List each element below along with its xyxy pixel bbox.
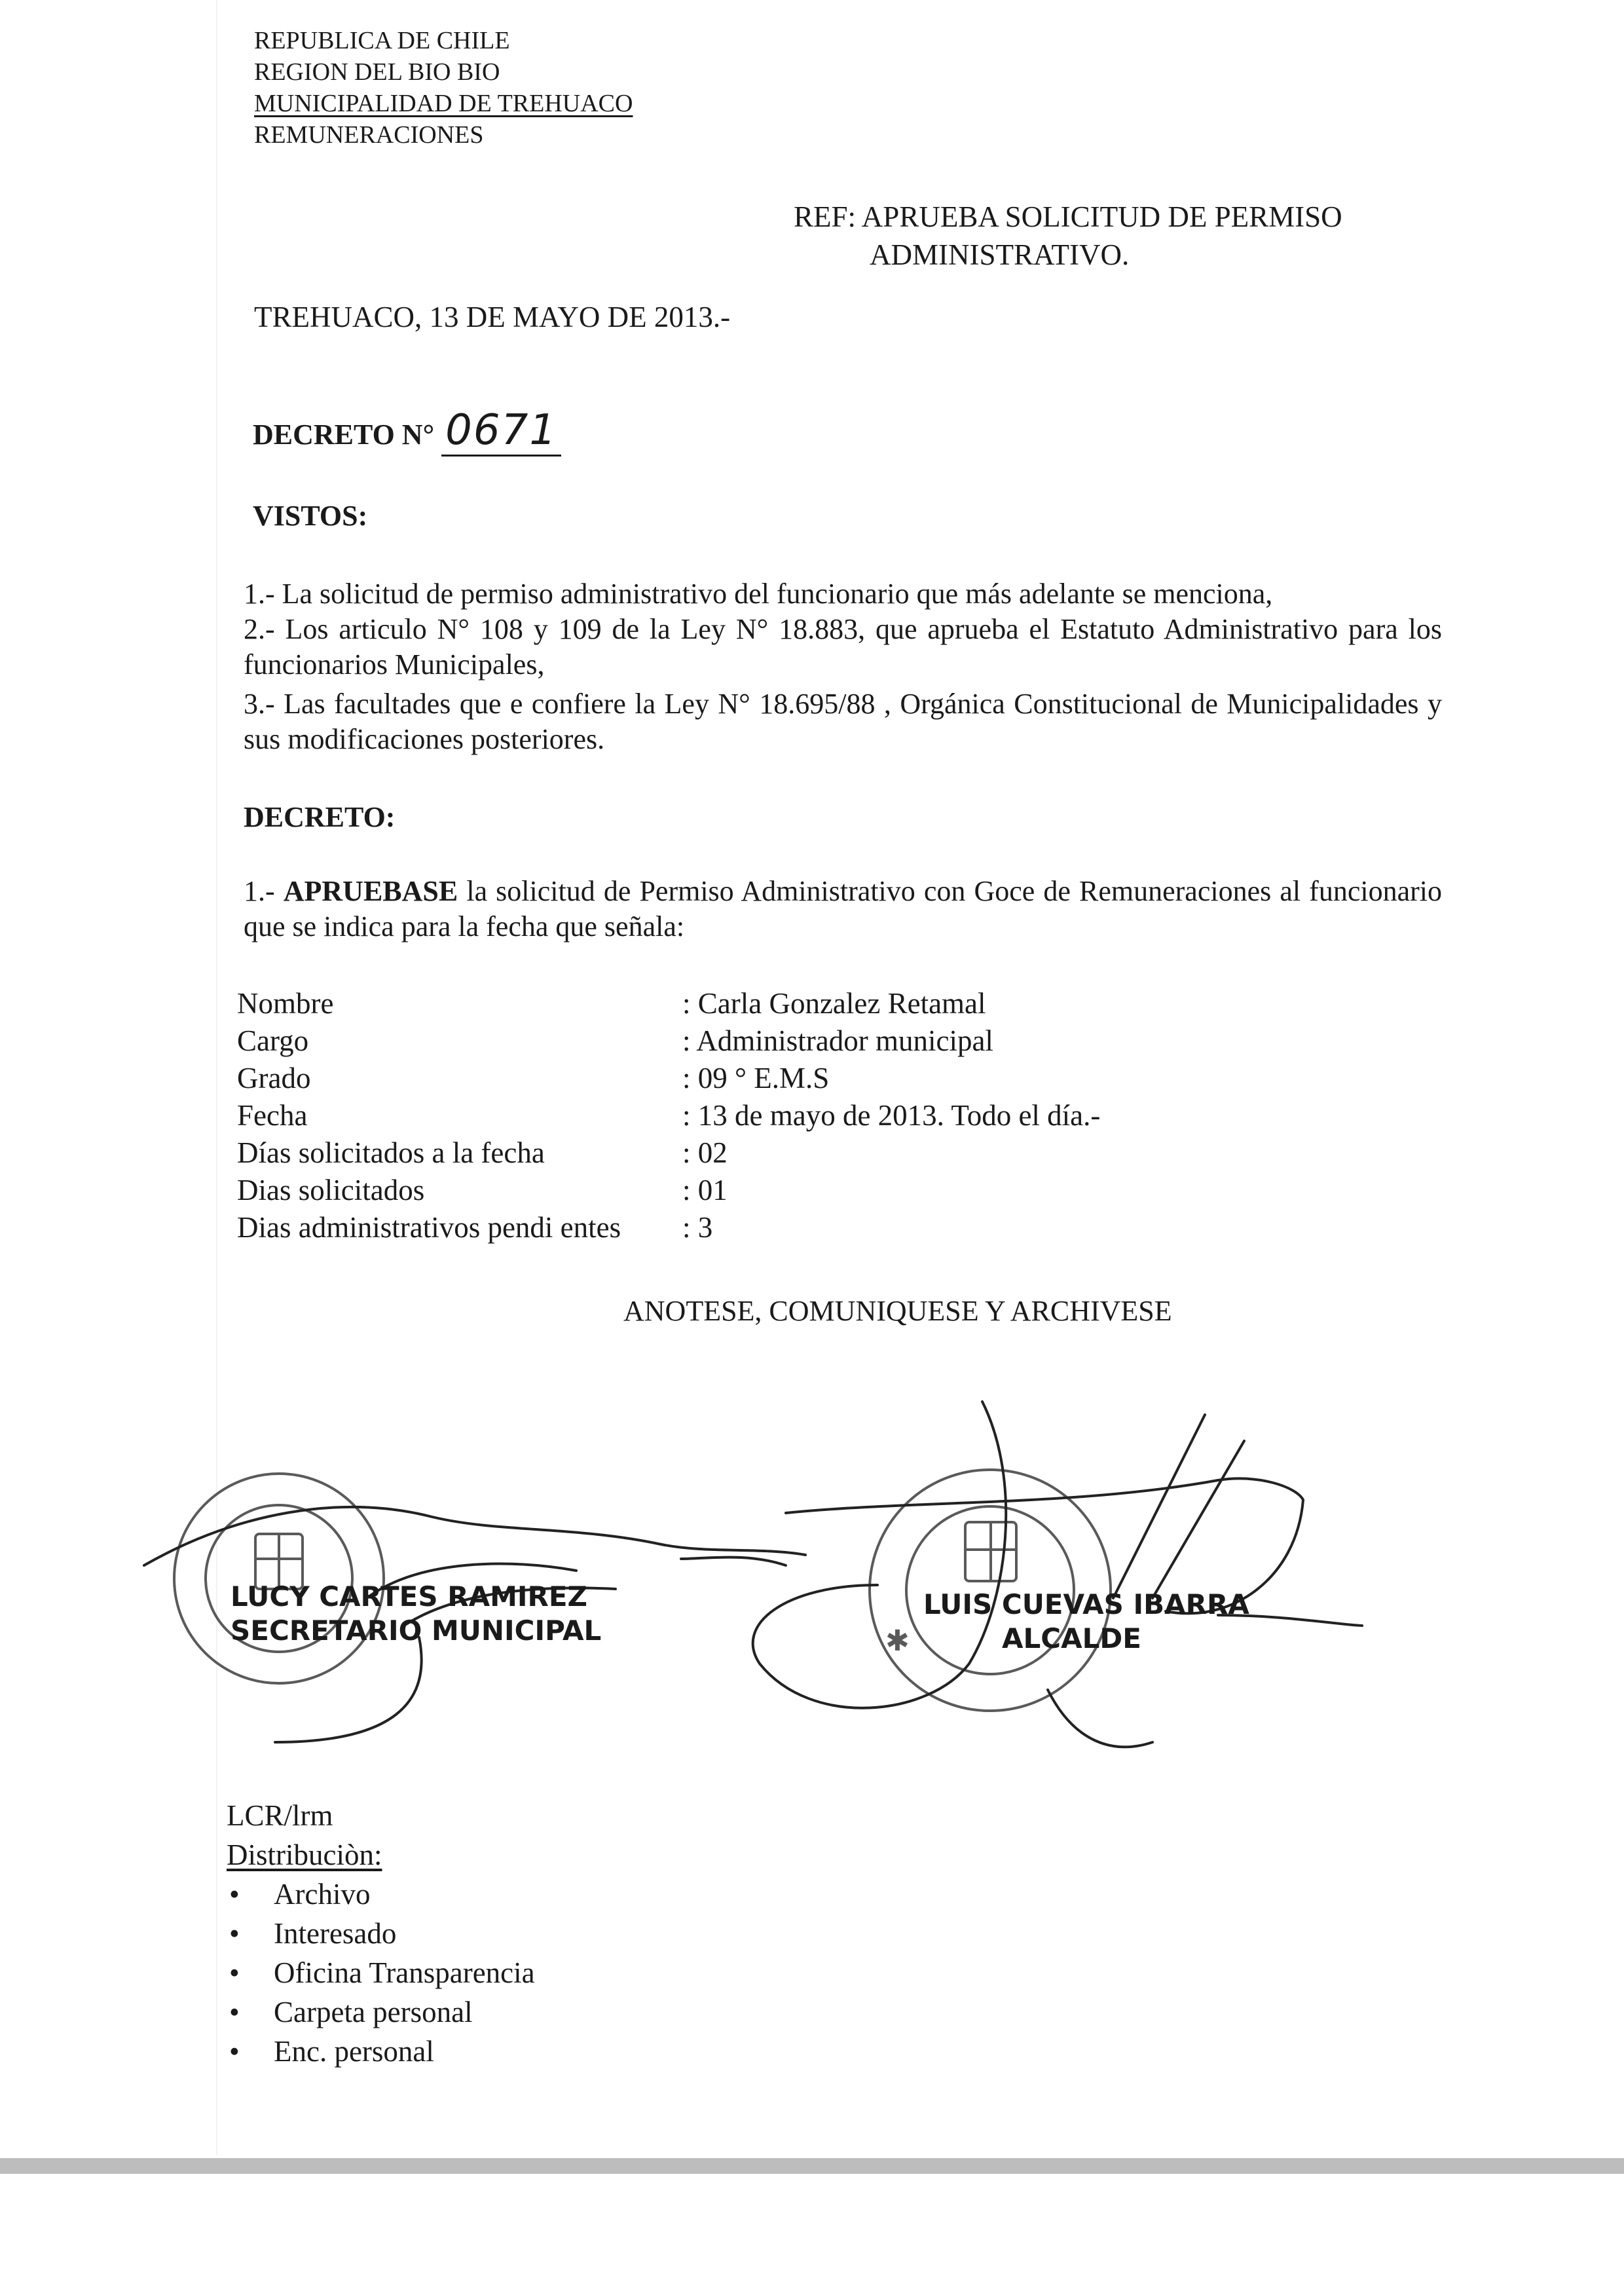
decreto-text	[244, 874, 1442, 944]
reference-block	[794, 198, 1342, 274]
field-row	[237, 1134, 1100, 1172]
bullet-icon: •	[229, 1956, 240, 1989]
field-value: : Administrador municipal	[682, 1024, 993, 1057]
list-item-text: Archivo	[274, 1878, 371, 1911]
field-label: Fecha	[237, 1099, 308, 1132]
field-row	[237, 1209, 1100, 1246]
field-label: Dias administrativos pendi entes	[237, 1211, 621, 1244]
list-item	[227, 1914, 535, 1953]
right-signatory-name: LUIS CUEVAS IBARRA	[923, 1588, 1249, 1620]
reference-line-2: ADMINISTRATIVO.	[870, 238, 1130, 271]
list-item	[227, 1992, 535, 2032]
field-value: : 13 de mayo de 2013. Todo el día.-	[682, 1099, 1101, 1132]
list-item-text: Interesado	[274, 1917, 397, 1950]
bullet-icon: •	[229, 1996, 240, 2028]
vistos-list	[244, 576, 1442, 757]
scan-bottom-edge	[0, 2158, 1624, 2174]
decreto-heading: DECRETO:	[244, 801, 396, 833]
decree-number-line	[253, 406, 561, 455]
field-label: Cargo	[237, 1024, 309, 1057]
vistos-item-2: 2.- Los articulo N° 108 y 109 de la Ley N° 18.883, que aprueba el Estatuto Administrativo para los funcionarios Municipales,	[244, 613, 1442, 681]
letterhead	[254, 25, 633, 151]
decreto-bold-word: APRUEBASE	[283, 875, 458, 907]
vistos-item-1: 1.- La solicitud de permiso administrativo del funcionario que más adelante se menciona,	[244, 578, 1273, 610]
list-item-text: Oficina Transparencia	[274, 1956, 535, 1989]
field-row	[237, 1172, 1100, 1209]
field-value: : 01	[682, 1174, 728, 1206]
vistos-heading: VISTOS:	[253, 500, 368, 532]
right-signatory-title: ALCALDE	[1002, 1622, 1141, 1654]
list-item-text: Enc. personal	[274, 2035, 434, 2068]
bullet-icon: •	[229, 2035, 240, 2068]
field-value: : Carla Gonzalez Retamal	[682, 987, 986, 1020]
field-value: : 3	[682, 1211, 713, 1244]
right-signature	[753, 1402, 1362, 1747]
distribution-footer	[227, 1796, 535, 2071]
bullet-icon: •	[229, 1917, 240, 1950]
field-label: Grado	[237, 1062, 311, 1094]
letterhead-line-municipality: MUNICIPALIDAD DE TREHUACO	[254, 90, 633, 117]
right-signatory	[923, 1588, 1249, 1656]
letterhead-line-region: REGION DEL BIO BIO	[254, 58, 500, 86]
signatures-and-stamps	[0, 1362, 1624, 1768]
decreto-rest: la solicitud de Permiso Administrativo con Goce de Remuneraciones al funcionario que se indica para la fecha que señala:	[244, 875, 1442, 942]
reference-line-1: REF: APRUEBA SOLICITUD DE PERMISO	[794, 200, 1342, 233]
left-signatory-name: LUCY CARTES RAMIREZ	[231, 1580, 587, 1613]
list-item-text: Carpeta personal	[274, 1996, 473, 2028]
field-label: Dias solicitados	[237, 1174, 425, 1206]
list-item	[227, 1953, 535, 1992]
vistos-item-3: 3.- Las facultades que e confiere la Ley N° 18.695/88 , Orgánica Constitucional de Municipalidades y sus modificaciones posteriores.	[244, 688, 1442, 755]
decreto-paragraph	[244, 874, 1442, 944]
left-signatory	[231, 1580, 601, 1648]
decreto-prefix: 1.-	[244, 875, 284, 907]
bullet-icon: •	[229, 1878, 240, 1911]
field-label: Nombre	[237, 987, 334, 1020]
closing-formula: ANOTESE, COMUNIQUESE Y ARCHIVESE	[623, 1295, 1172, 1327]
field-value: : 09 ° E.M.S	[682, 1062, 830, 1094]
footer-initials: LCR/lrm	[227, 1799, 333, 1832]
employee-fields	[237, 985, 1100, 1246]
field-row	[237, 1022, 1100, 1060]
letterhead-line-department: REMUNERACIONES	[254, 121, 484, 149]
sheet-edge	[216, 0, 217, 2155]
distribution-heading: Distribuciòn:	[227, 1838, 382, 1871]
distribution-list	[227, 1875, 535, 2071]
list-item	[227, 1875, 535, 1914]
letterhead-line-country: REPUBLICA DE CHILE	[254, 27, 510, 54]
svg-text:✱: ✱	[885, 1624, 910, 1658]
field-row	[237, 985, 1100, 1022]
left-stamp	[174, 1474, 384, 1683]
field-label: Días solicitados a la fecha	[237, 1136, 545, 1169]
left-signatory-title: SECRETARIO MUNICIPAL	[231, 1614, 602, 1647]
decree-number-label: DECRETO N°	[253, 419, 435, 451]
decree-date: TREHUACO, 13 DE MAYO DE 2013.-	[254, 301, 731, 333]
decree-number-handwritten: 0671	[441, 406, 561, 457]
field-row	[237, 1060, 1100, 1097]
list-item	[227, 2032, 535, 2071]
field-value: : 02	[682, 1136, 728, 1169]
field-row	[237, 1097, 1100, 1134]
